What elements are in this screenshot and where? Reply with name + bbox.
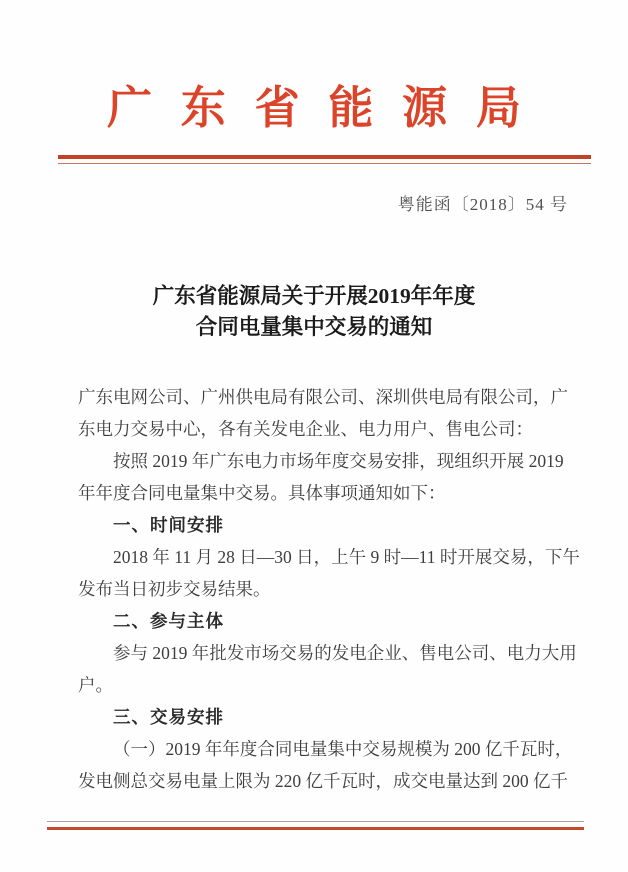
section-heading-2: 二、参与主体 <box>113 611 224 631</box>
paragraph-line: 发布当日初步交易结果。 <box>78 579 271 599</box>
footer-rule-thin <box>47 821 584 822</box>
document-body <box>78 381 578 797</box>
paragraph-line: 2018 年 11 月 28 日—30 日，上午 9 时—11 时开展交易，下午 <box>113 547 580 567</box>
letterhead-rule-thin <box>58 163 591 164</box>
document-title <box>0 281 628 343</box>
salutation-line: 东电力交易中心，各有关发电企业、电力用户、售电公司： <box>78 419 533 439</box>
document-title-line2: 合同电量集中交易的通知 <box>195 315 433 339</box>
document-title-line1: 广东省能源局关于开展2019年年度 <box>152 284 476 308</box>
paragraph-line: 参与 2019 年批发市场交易的发电企业、售电公司、电力大用 <box>113 643 577 663</box>
paragraph-line: 年年度合同电量集中交易。具体事项通知如下： <box>78 483 446 503</box>
doc-reference-number: 粤能函〔2018〕54 号 <box>397 195 568 214</box>
agency-name: 广东省能源局 <box>106 83 550 133</box>
section-heading-1: 一、时间安排 <box>113 515 224 535</box>
footer-rule-thick <box>47 827 584 830</box>
paragraph-line: 户。 <box>78 675 113 695</box>
paragraph-line: 发电侧总交易电量上限为 220 亿千瓦时，成交电量达到 200 亿千 <box>78 771 568 791</box>
section-heading-3: 三、交易安排 <box>113 707 224 727</box>
paragraph-line: （一）2019 年年度合同电量集中交易规模为 200 亿千瓦时， <box>113 739 573 759</box>
paragraph-line: 按照 2019 年广东电力市场年度交易安排，现组织开展 2019 <box>113 451 564 471</box>
letterhead-rule-thick <box>58 155 591 159</box>
salutation-line: 广东电网公司、广州供电局有限公司、深圳供电局有限公司，广 <box>78 387 568 407</box>
